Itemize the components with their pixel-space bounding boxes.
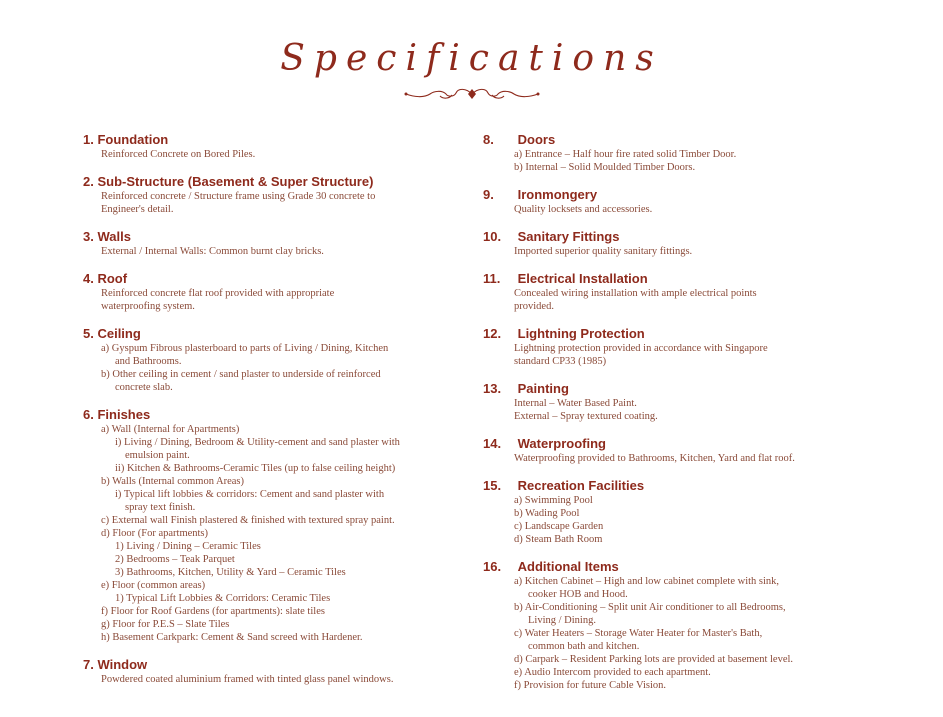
spec-section	[483, 477, 883, 546]
spec-line: d) Floor (For apartments)	[101, 528, 209, 539]
spec-line: i) Typical lift lobbies & corridors: Cement and sand plaster with	[115, 489, 385, 500]
page-title: Specifications	[280, 38, 663, 79]
section-title: Recreation Facilities	[517, 478, 645, 493]
spec-section	[83, 173, 478, 216]
section-heading	[83, 173, 478, 190]
section-title: Roof	[97, 271, 128, 286]
spec-line: d) Steam Bath Room	[514, 534, 603, 545]
section-body	[483, 575, 883, 692]
section-body	[483, 148, 883, 174]
section-number: 12.	[483, 326, 502, 341]
flourish-ornament-icon	[402, 86, 542, 102]
section-heading	[483, 228, 883, 245]
section-number: 13.	[483, 381, 502, 396]
spec-section	[483, 325, 883, 368]
spec-line: cooker HOB and Hood.	[528, 589, 628, 600]
section-title: Ceiling	[97, 326, 141, 341]
section-number: 15.	[483, 478, 502, 493]
spec-section	[483, 380, 883, 423]
spec-line: e) Floor (common areas)	[101, 580, 206, 591]
spec-line: a) Kitchen Cabinet – High and low cabinet complete with sink,	[514, 576, 780, 587]
spec-line: h) Basement Carkpark: Cement & Sand screed with Hardener.	[101, 632, 363, 643]
spec-line: provided.	[514, 301, 554, 312]
section-title: Window	[97, 657, 148, 672]
spec-line: External – Spray textured coating.	[514, 411, 658, 422]
spec-line: d) Carpark – Resident Parking lots are provided at basement level.	[514, 654, 794, 665]
spec-line: Concealed wiring installation with ample electrical points	[514, 288, 757, 299]
spec-line: emulsion paint.	[125, 450, 190, 461]
section-title: Doors	[517, 132, 556, 147]
section-body	[483, 494, 883, 546]
section-number: 11.	[483, 271, 501, 286]
section-number: 10.	[483, 229, 502, 244]
spec-line: a) Wall (Internal for Apartments)	[101, 424, 240, 435]
section-body	[483, 203, 883, 216]
spec-section	[483, 131, 883, 174]
spec-line: f) Provision for future Cable Vision.	[514, 680, 666, 691]
section-heading	[483, 380, 883, 397]
spec-line: common bath and kitchen.	[528, 641, 640, 652]
right-column	[483, 131, 883, 692]
section-number: 1.	[83, 132, 94, 147]
spec-line: Reinforced Concrete on Bored Piles.	[101, 149, 256, 160]
section-number: 7.	[83, 657, 94, 672]
section-title: Sanitary Fittings	[517, 229, 620, 244]
section-body	[483, 287, 883, 313]
spec-line: spray text finish.	[125, 502, 196, 513]
section-body	[483, 397, 883, 423]
spec-section	[483, 186, 883, 216]
spec-line: a) Entrance – Half hour fire rated solid Timber Door.	[514, 149, 737, 160]
spec-section	[83, 406, 478, 644]
spec-section	[483, 270, 883, 313]
section-heading	[483, 477, 883, 494]
section-body	[83, 245, 478, 258]
section-title: Finishes	[97, 407, 151, 422]
section-title: Painting	[517, 381, 569, 396]
spec-line: Quality locksets and accessories.	[514, 204, 653, 215]
section-number: 4.	[83, 271, 94, 286]
section-body	[483, 342, 883, 368]
section-body	[83, 148, 478, 161]
spec-line: 3) Bathrooms, Kitchen, Utility & Yard – Ceramic Tiles	[115, 567, 346, 578]
spec-line: c) Landscape Garden	[514, 521, 604, 532]
section-heading	[483, 325, 883, 342]
spec-line: Imported superior quality sanitary fittings.	[514, 246, 693, 257]
section-heading	[483, 131, 883, 148]
section-heading	[83, 228, 478, 245]
spec-section	[83, 228, 478, 258]
spec-line: waterproofing system.	[101, 301, 195, 312]
spec-line: 1) Living / Dining – Ceramic Tiles	[115, 541, 261, 552]
section-number: 6.	[83, 407, 94, 422]
spec-line: and Bathrooms.	[115, 356, 182, 367]
section-body	[83, 342, 478, 394]
section-heading	[83, 131, 478, 148]
section-number: 9.	[483, 187, 494, 202]
section-title: Waterproofing	[517, 436, 606, 451]
section-number: 16.	[483, 559, 502, 574]
spec-section	[83, 270, 478, 313]
section-heading	[83, 406, 478, 423]
spec-line: Powdered coated aluminium framed with tinted glass panel windows.	[101, 674, 394, 685]
section-title: Ironmongery	[517, 187, 598, 202]
section-body	[83, 423, 478, 644]
spec-line: a) Swimming Pool	[514, 495, 593, 506]
spec-section	[83, 131, 478, 161]
spec-line: Reinforced concrete flat roof provided with appropriate	[101, 288, 335, 299]
spec-line: ii) Kitchen & Bathrooms-Ceramic Tiles (up to false ceiling height)	[115, 463, 396, 474]
section-title: Sub-Structure (Basement & Super Structure)	[97, 174, 374, 189]
section-heading	[83, 325, 478, 342]
spec-line: Waterproofing provided to Bathrooms, Kitchen, Yard and flat roof.	[514, 453, 795, 464]
left-column	[83, 131, 478, 686]
spec-line: b) Air-Conditioning – Split unit Air conditioner to all Bedrooms,	[514, 602, 786, 613]
section-heading	[83, 656, 478, 673]
spec-line: 2) Bedrooms – Teak Parquet	[115, 554, 235, 565]
section-body	[83, 673, 478, 686]
spec-line: Internal – Water Based Paint.	[514, 398, 637, 409]
section-body	[83, 287, 478, 313]
section-heading	[483, 186, 883, 203]
spec-line: 1) Typical Lift Lobbies & Corridors: Ceramic Tiles	[115, 593, 331, 604]
section-title: Foundation	[97, 132, 169, 147]
spec-line: b) Internal – Solid Moulded Timber Doors.	[514, 162, 696, 173]
section-number: 8.	[483, 132, 494, 147]
section-body	[83, 190, 478, 216]
spec-line: c) External wall Finish plastered & finished with textured spray paint.	[101, 515, 395, 526]
section-body	[483, 452, 883, 465]
spec-line: standard CP33 (1985)	[514, 356, 607, 367]
spec-section	[83, 656, 478, 686]
spec-line: c) Water Heaters – Storage Water Heater for Master's Bath,	[514, 628, 763, 639]
spec-line: Lightning protection provided in accordance with Singapore	[514, 343, 768, 354]
section-heading	[83, 270, 478, 287]
section-title: Additional Items	[517, 559, 619, 574]
spec-section	[483, 558, 883, 692]
section-title: Walls	[97, 229, 131, 244]
spec-line: b) Walls (Internal common Areas)	[101, 476, 245, 487]
section-title: Electrical Installation	[517, 271, 648, 286]
section-heading	[483, 435, 883, 452]
spec-line: a) Gyspum Fibrous plasterboard to parts of Living / Dining, Kitchen	[101, 343, 389, 354]
spec-line: e) Audio Intercom provided to each apartment.	[514, 667, 711, 678]
section-number: 5.	[83, 326, 94, 341]
spec-line: External / Internal Walls: Common burnt clay bricks.	[101, 246, 324, 257]
spec-line: g) Floor for P.E.S – Slate Tiles	[101, 619, 230, 630]
spec-line: Reinforced concrete / Structure frame using Grade 30 concrete to	[101, 191, 376, 202]
spec-line: b) Other ceiling in cement / sand plaster to underside of reinforced	[101, 369, 381, 380]
spec-line: i) Living / Dining, Bedroom & Utility-cement and sand plaster with	[115, 437, 400, 448]
section-heading	[483, 558, 883, 575]
spec-line: Engineer's detail.	[101, 204, 174, 215]
section-title: Lightning Protection	[517, 326, 645, 341]
spec-line: Living / Dining.	[528, 615, 596, 626]
spec-line: concrete slab.	[115, 382, 173, 393]
section-number: 3.	[83, 229, 94, 244]
section-number: 2.	[83, 174, 94, 189]
spec-section	[83, 325, 478, 394]
section-number: 14.	[483, 436, 502, 451]
spec-line: b) Wading Pool	[514, 508, 580, 519]
section-heading	[483, 270, 883, 287]
section-body	[483, 245, 883, 258]
spec-line: f) Floor for Roof Gardens (for apartments): slate tiles	[101, 606, 325, 617]
spec-section	[483, 228, 883, 258]
spec-section	[483, 435, 883, 465]
